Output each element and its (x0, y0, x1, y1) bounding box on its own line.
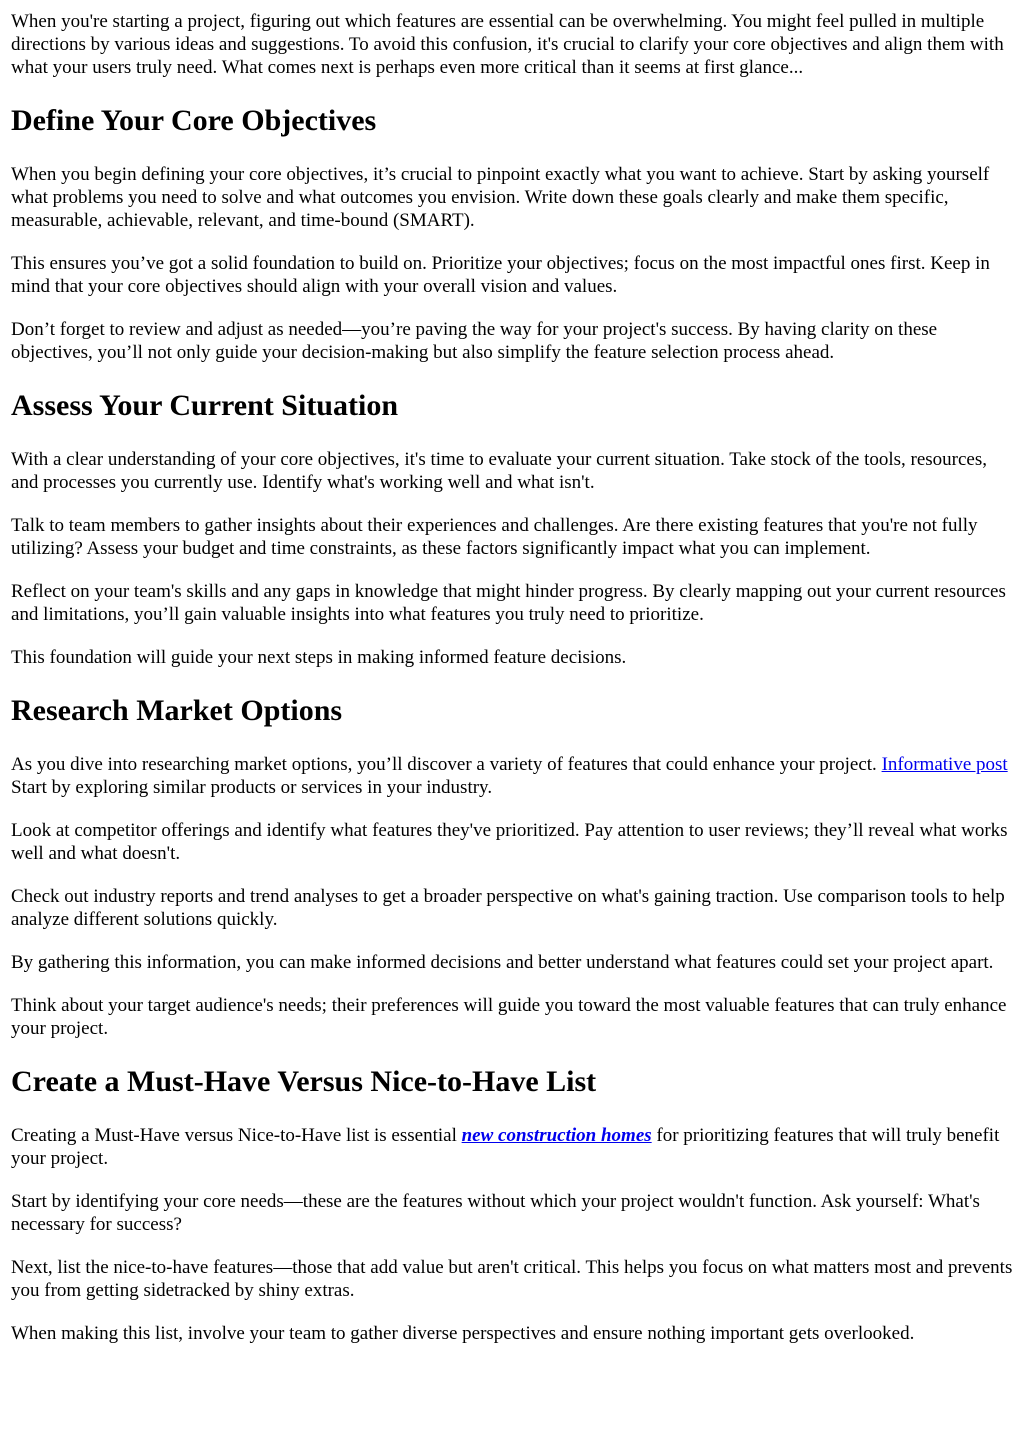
paragraph: Reflect on your team's skills and any gaps in knowledge that might hinder progress. By clearly mapping out your current resources and limitations, you’ll gain valuable insights into what features you truly need to prioritize. (11, 581, 1006, 625)
paragraph: Think about your target audience's needs; their preferences will guide you toward the most valuable features that can truly enhance your project. (11, 995, 1007, 1039)
paragraph: When you begin defining your core objectives, it’s crucial to pinpoint exactly what you want to achieve. Start by asking yourself what problems you need to solve and what outcomes you envision. Write down these goals clearly and make them specific, measurable, achievable, relevant, and time-bound (SMART). (11, 164, 990, 231)
paragraph-with-link (11, 753, 1013, 799)
paragraph: With a clear understanding of your core objectives, it's time to evaluate your current situation. Take stock of the tools, resources, and processes you currently use. Identify what's working well and what isn't. (11, 449, 988, 493)
paragraph: This foundation will guide your next steps in making informed feature decisions. (11, 647, 627, 668)
paragraph: When making this list, involve your team to gather diverse perspectives and ensure nothing important gets overlooked. (11, 1323, 915, 1344)
paragraph: Start by identifying your core needs—these are the features without which your project wouldn't function. Ask yourself: What's necessary for success? (11, 1191, 980, 1235)
paragraph: Look at competitor offerings and identify what features they've prioritized. Pay attention to user reviews; they’ll reveal what works well and what doesn't. (11, 820, 1008, 864)
paragraph: Next, list the nice-to-have features—those that add value but aren't critical. This helps you focus on what matters most and prevents you from getting sidetracked by shiny extras. (11, 1257, 1013, 1301)
intro-paragraph: When you're starting a project, figuring out which features are essential can be overwhelming. You might feel pulled in multiple directions by various ideas and suggestions. To avoid this confusion, it's crucial to clarify your core objectives and align them with what your users truly need. What comes next is perhaps even more critical than it seems at first glance... (11, 11, 1004, 78)
paragraph-text: for prioritizing features that will truly benefit your project. (11, 1125, 1000, 1169)
paragraph: Don’t forget to review and adjust as needed—you’re paving the way for your project's success. By having clarity on these objectives, you’ll not only guide your decision-making but also simplify the feature selection process ahead. (11, 319, 938, 363)
paragraph-with-link (11, 1124, 1013, 1170)
paragraph-text: As you dive into researching market options, you’ll discover a variety of features that could enhance your project. (11, 754, 882, 775)
new-construction-homes-link[interactable]: new construction homes (461, 1125, 652, 1146)
paragraph: By gathering this information, you can make informed decisions and better understand what features could set your project apart. (11, 952, 994, 973)
section-heading-current-situation: Assess Your Current Situation (11, 389, 398, 422)
paragraph-text: Creating a Must-Have versus Nice-to-Have list is essential (11, 1125, 462, 1146)
informative-post-link[interactable]: Informative post (881, 754, 1008, 775)
section-heading-core-objectives: Define Your Core Objectives (11, 104, 377, 137)
section-heading-must-have-list: Create a Must-Have Versus Nice-to-Have List (11, 1065, 597, 1098)
paragraph: Talk to team members to gather insights about their experiences and challenges. Are there existing features that you're not fully utilizing? Assess your budget and time constraints, as these factors significantly impact what you can implement. (11, 515, 978, 559)
paragraph-text: Start by exploring similar products or services in your industry. (11, 777, 493, 798)
paragraph: This ensures you’ve got a solid foundation to build on. Prioritize your objectives; focus on the most impactful ones first. Keep in mind that your core objectives should align with your overall vision and values. (11, 253, 990, 297)
paragraph: Check out industry reports and trend analyses to get a broader perspective on what's gaining traction. Use comparison tools to help analyze different solutions quickly. (11, 886, 1005, 930)
section-heading-market-options: Research Market Options (11, 694, 343, 727)
